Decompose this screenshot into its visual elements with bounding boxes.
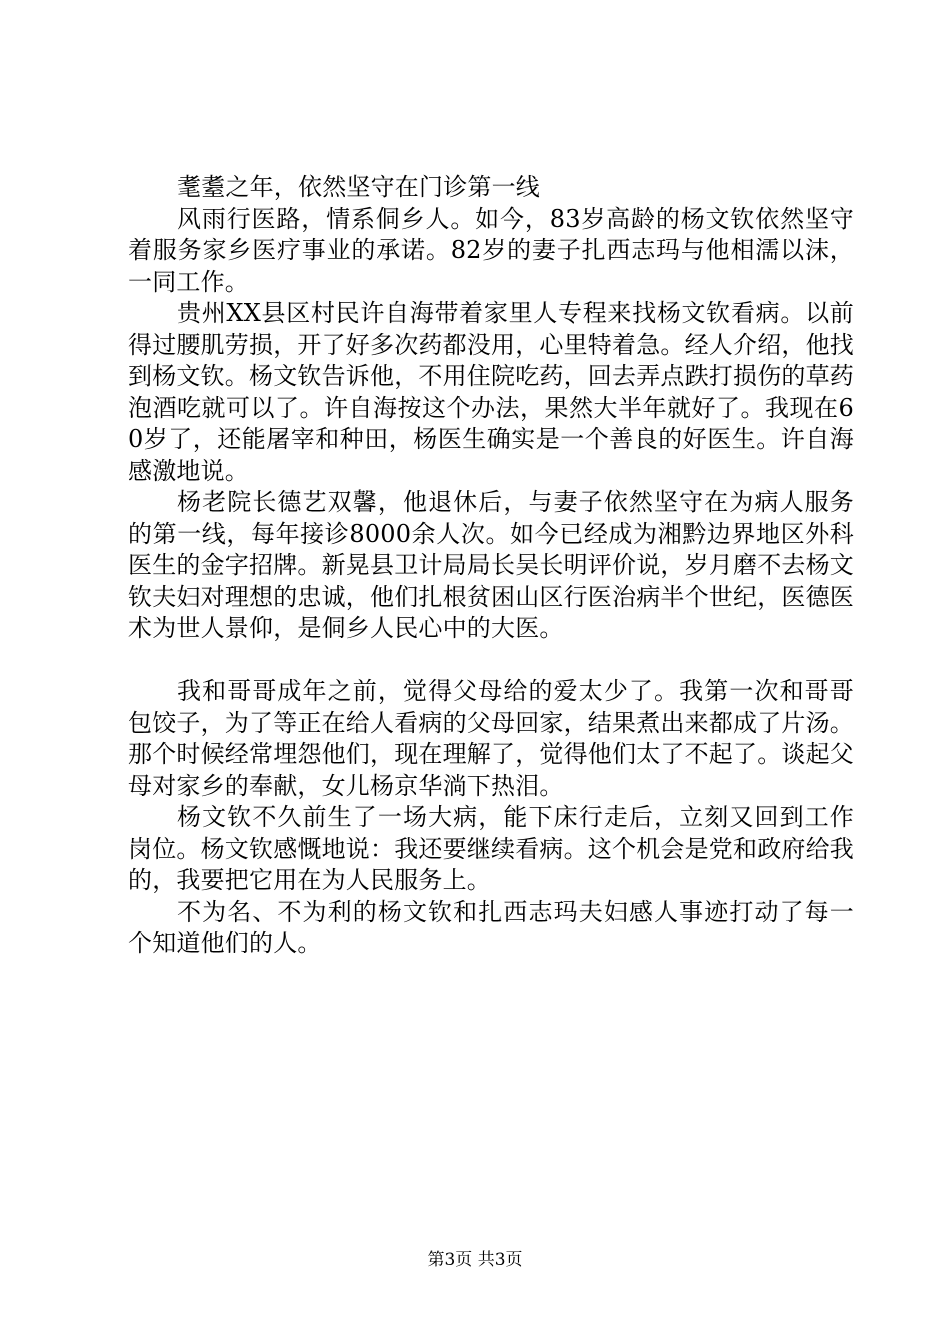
page-footer <box>0 1245 950 1270</box>
document-body <box>128 172 854 960</box>
paragraph: 杨老院长德艺双馨，他退休后，与妻子依然坚守在为病人服务的第一线，每年接诊8000余人次。如今已经成为湘黔边界地区外科医生的金字招牌。新晃县卫计局局长吴长明评价说，岁月磨不去杨文钦夫妇对理想的忠诚，他们扎根贫困山区行医治病半个世纪，医德医术为世人景仰，是侗乡人民心中的大医。 <box>128 488 854 642</box>
paragraph: 杨文钦不久前生了一场大病，能下床行走后，立刻又回到工作岗位。杨文钦感慨地说：我还要继续看病。这个机会是党和政府给我的，我要把它用在为人民服务上。 <box>128 803 854 894</box>
paragraph: 风雨行医路，情系侗乡人。如今，83岁高龄的杨文钦依然坚守着服务家乡医疗事业的承诺。82岁的妻子扎西志玛与他相濡以沫，一同工作。 <box>128 204 854 296</box>
paragraph: 贵州XX县区村民许自海带着家里人专程来找杨文钦看病。以前得过腰肌劳损，开了好多次药都没用，心里特着急。经人介绍，他找到杨文钦。杨文钦告诉他，不用住院吃药，回去弄点跌打损伤的草药泡酒吃就可以了。许自海按这个办法，果然大半年就好了。我现在60岁了，还能屠宰和种田，杨医生确实是一个善良的好医生。许自海感激地说。 <box>128 299 854 485</box>
paragraph: 我和哥哥成年之前，觉得父母给的爱太少了。我第一次和哥哥包饺子，为了等正在给人看病的父母回家，结果煮出来都成了片汤。那个时候经常埋怨他们，现在理解了，觉得他们太了不起了。谈起父母对家乡的奉献，女儿杨京华淌下热泪。 <box>128 677 854 800</box>
paragraph: 不为名、不为利的杨文钦和扎西志玛夫妇感人事迹打动了每一个知道他们的人。 <box>128 897 854 957</box>
section-heading: 耄耋之年，依然坚守在门诊第一线 <box>177 173 540 201</box>
page-number-label: 第3页 共3页 <box>427 1250 523 1270</box>
